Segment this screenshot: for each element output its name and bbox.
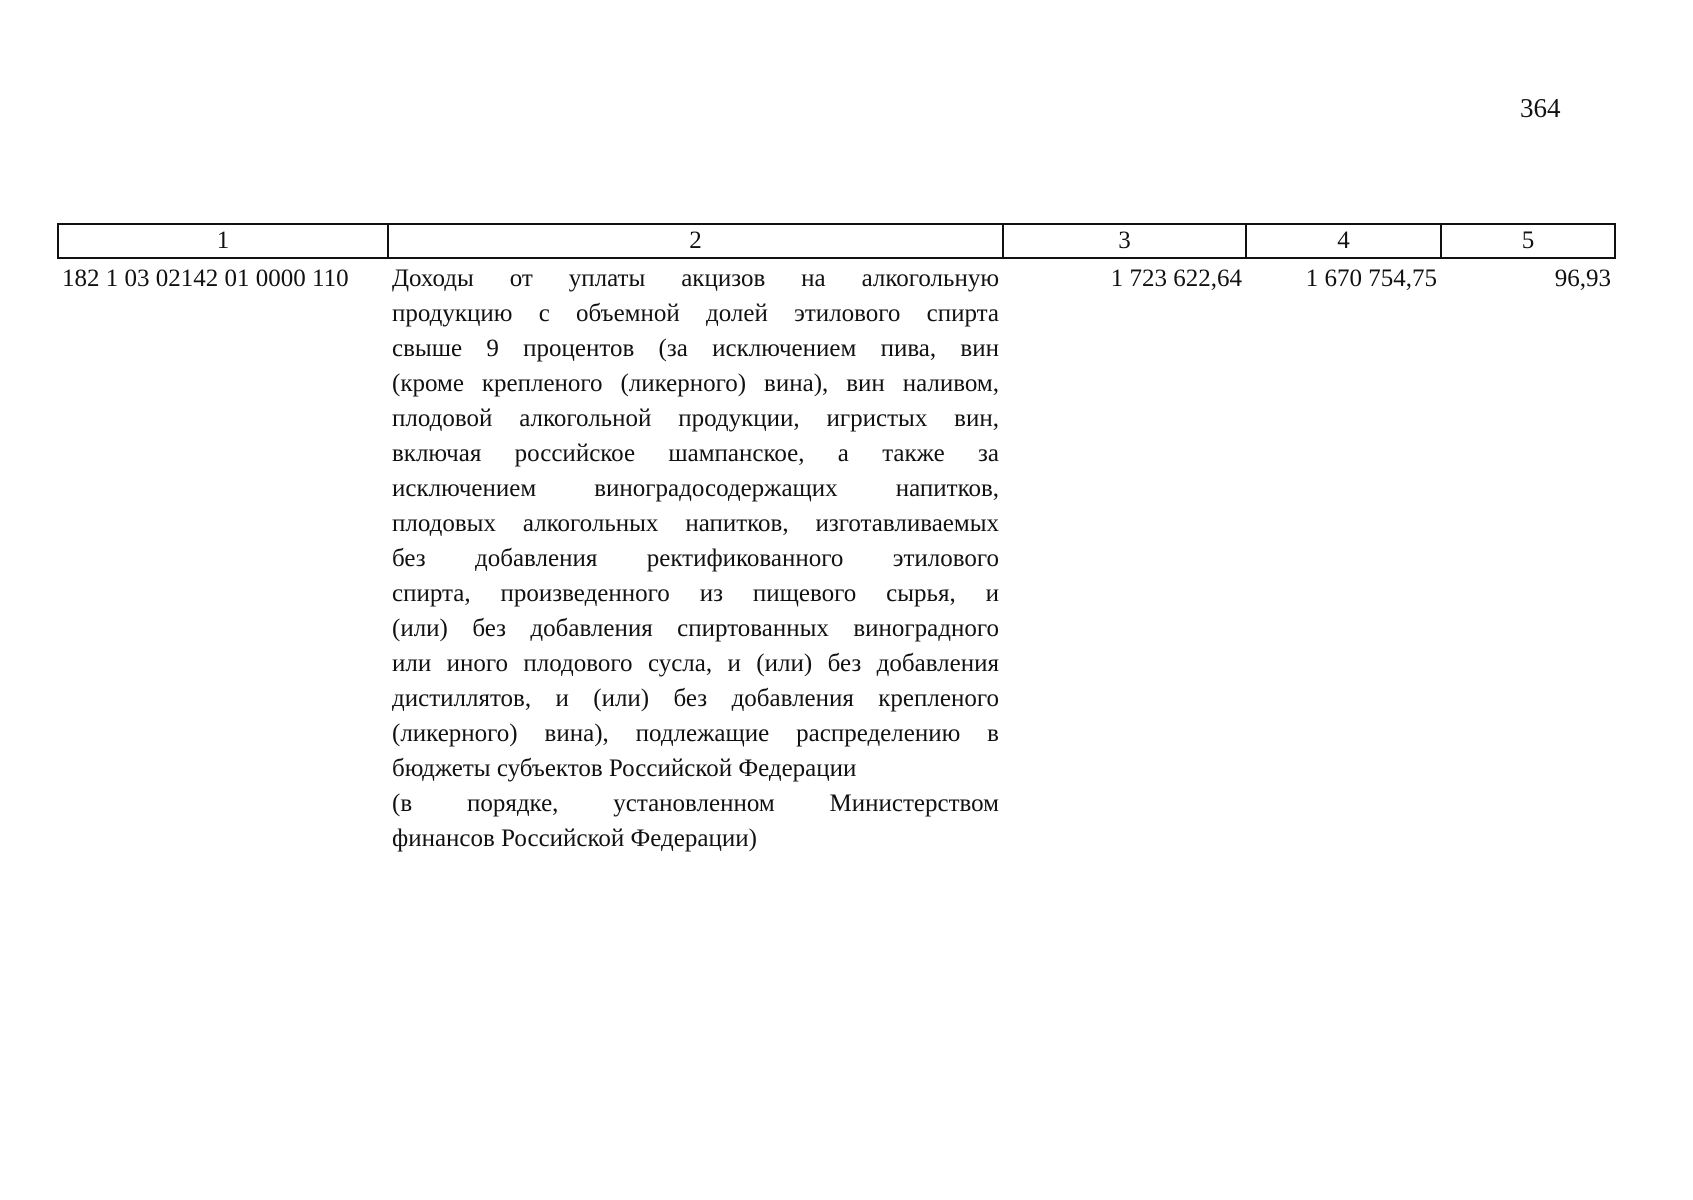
description-line: спирта, произведенного из пищевого сырья, и <box>392 580 999 607</box>
budget-code: 182 1 03 02142 01 0000 110 <box>62 265 349 292</box>
description-line: бюджеты субъектов Российской Федерации <box>392 755 857 782</box>
value-col-3: 1 723 622,64 <box>1110 265 1242 292</box>
description-line: (ликерного) вина), подлежащие распределению в <box>392 720 999 747</box>
description-line: Доходы от уплаты акцизов на алкогольную <box>392 265 999 292</box>
description-line: свыше 9 процентов (за исключением пива, вин <box>392 335 999 362</box>
header-col-1: 1 <box>58 224 388 258</box>
income-description <box>388 258 1003 856</box>
header-col-5: 5 <box>1441 224 1615 258</box>
value-col-4: 1 670 754,75 <box>1305 265 1437 292</box>
description-line: без добавления ректификованного этилового <box>392 545 999 572</box>
description-line: (или) без добавления спиртованных виноградного <box>392 615 999 642</box>
header-row <box>58 224 1615 258</box>
description-line: исключением виноградосодержащих напитков, <box>392 475 999 502</box>
table-row <box>58 258 1615 856</box>
income-table <box>57 223 1616 856</box>
description-line: плодовой алкогольной продукции, игристых вин, <box>392 405 999 432</box>
description-line: или иного плодового сусла, и (или) без добавления <box>392 650 999 677</box>
page-number: 364 <box>1520 93 1561 123</box>
description-line: дистиллятов, и (или) без добавления крепленого <box>392 685 999 712</box>
description-line: продукцию с объемной долей этилового спирта <box>392 300 999 327</box>
description-line: включая российское шампанское, а также за <box>392 440 999 467</box>
description-line: (кроме крепленого (ликерного) вина), вин наливом, <box>392 370 999 397</box>
header-col-3: 3 <box>1003 224 1246 258</box>
description-line: плодовых алкогольных напитков, изготавливаемых <box>392 510 999 537</box>
header-col-4: 4 <box>1246 224 1441 258</box>
value-col-5: 96,93 <box>1554 265 1611 292</box>
header-col-2: 2 <box>388 224 1003 258</box>
description-line: (в порядке, установленном Министерством <box>392 790 999 817</box>
description-line: финансов Российской Федерации) <box>392 825 757 852</box>
